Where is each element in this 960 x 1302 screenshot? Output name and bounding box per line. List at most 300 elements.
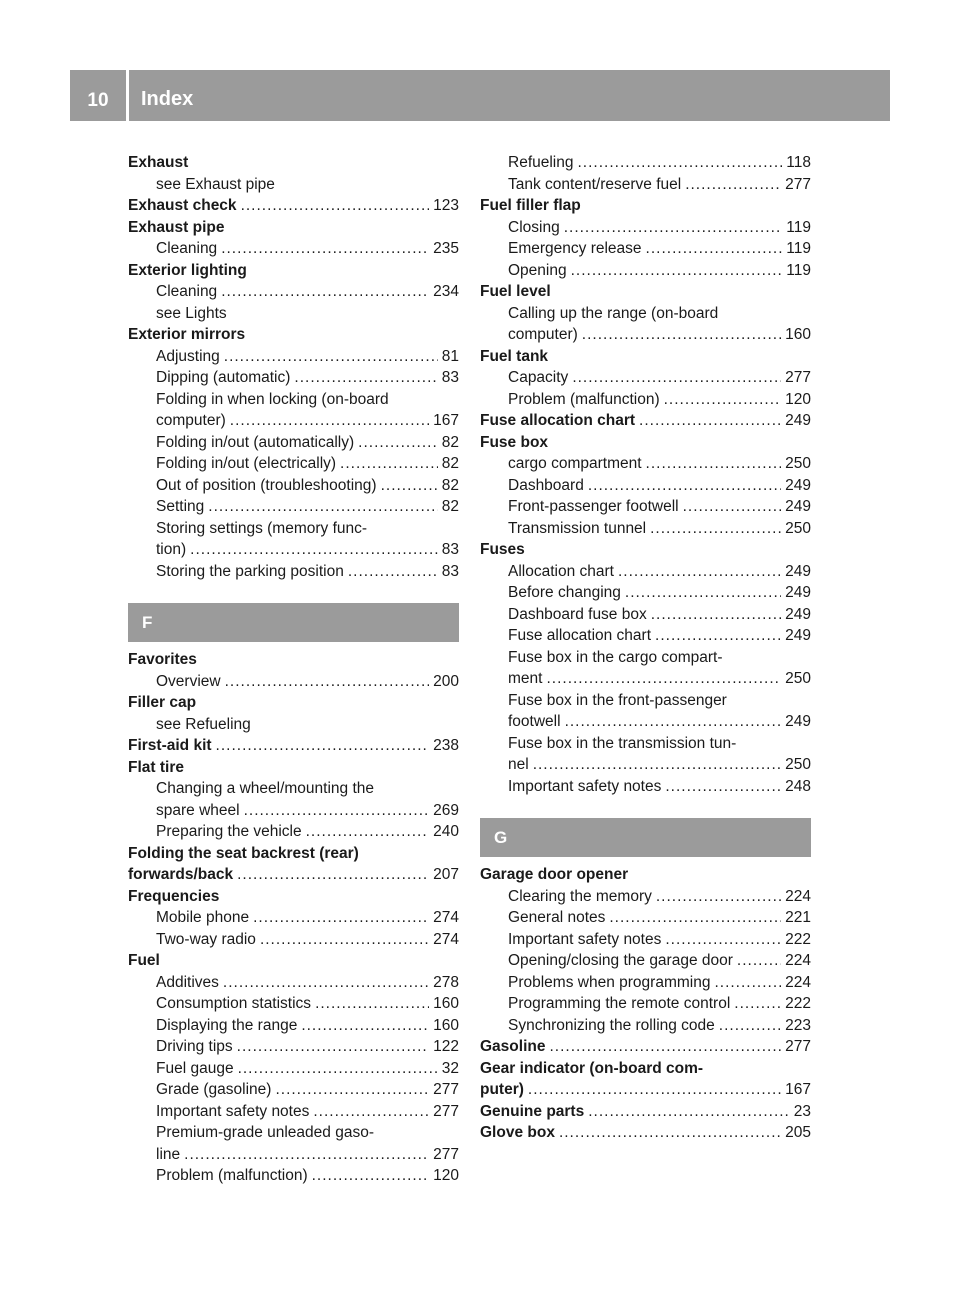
page-reference[interactable]: 277	[433, 1102, 459, 1120]
index-subentry[interactable]	[128, 1144, 459, 1166]
page-reference[interactable]: 223	[785, 1016, 811, 1034]
dot-leader	[714, 972, 781, 994]
entry-text: Opening	[508, 261, 567, 279]
entry-text: Exterior lighting	[128, 261, 247, 279]
page-reference[interactable]: 250	[785, 455, 811, 472]
page-reference[interactable]: 274	[433, 909, 459, 926]
page-reference[interactable]: 277	[785, 175, 811, 193]
entry-text: Fuse box in the cargo compart-	[508, 648, 723, 666]
page-reference[interactable]: 269	[433, 801, 459, 819]
index-subentry[interactable]	[128, 1036, 459, 1058]
index-entry	[480, 281, 811, 303]
entry-text: Cleaning	[156, 240, 218, 257]
entry-text: Changing a wheel/mounting the	[156, 780, 375, 797]
dot-leader	[294, 367, 437, 389]
entry-text: Dipping (automatic)	[156, 369, 291, 386]
dot-leader	[625, 582, 781, 604]
dot-leader	[719, 1015, 781, 1037]
index-subentry[interactable]	[480, 174, 811, 196]
entry-text: Flat tire	[128, 758, 184, 776]
index-entry[interactable]	[480, 1079, 811, 1101]
page-reference[interactable]: 277	[433, 1081, 459, 1098]
dot-leader	[665, 776, 781, 798]
entry-text: Problem (malfunction)	[508, 390, 660, 408]
page-reference[interactable]: 82	[441, 455, 459, 472]
dot-leader	[315, 993, 429, 1015]
index-subentry[interactable]	[128, 800, 459, 822]
index-subentry[interactable]	[128, 671, 459, 693]
section-title: Index	[141, 88, 194, 110]
dot-leader	[618, 561, 781, 583]
entry-text: Fuse box in the front-passenger	[508, 691, 727, 709]
index-entry[interactable]	[128, 735, 459, 757]
dot-leader	[571, 260, 783, 282]
dot-leader	[358, 432, 438, 454]
index-subentry	[128, 389, 459, 411]
dot-leader	[221, 281, 429, 303]
entry-text: Fuel gauge	[156, 1059, 234, 1077]
index-subentry[interactable]	[128, 561, 459, 583]
entry-text: Exterior mirrors	[128, 326, 246, 343]
letter-section-header: G	[480, 818, 811, 857]
index-entry	[128, 692, 459, 714]
page-number: 10	[87, 90, 109, 111]
page-reference[interactable]: 123	[433, 197, 459, 214]
page-reference[interactable]: 277	[433, 1145, 459, 1163]
index-subentry[interactable]	[128, 1015, 459, 1037]
dot-leader	[223, 972, 429, 994]
index-subentry[interactable]	[480, 582, 811, 604]
index-subentry[interactable]	[480, 475, 811, 497]
index-entry[interactable]	[480, 1101, 811, 1123]
page-reference[interactable]: 222	[785, 930, 811, 948]
index-subentry[interactable]	[128, 1058, 459, 1080]
index-subentry[interactable]	[480, 260, 811, 282]
letter-section-header: F	[128, 603, 459, 642]
entry-text: line	[156, 1145, 181, 1163]
dot-leader	[655, 625, 781, 647]
page-reference[interactable]: 119	[786, 261, 811, 279]
index-entry	[128, 649, 459, 671]
dot-leader	[646, 453, 782, 475]
entry-text: Fuse box	[480, 433, 549, 451]
page-reference[interactable]: 83	[441, 562, 459, 580]
entry-text: Before changing	[508, 584, 621, 601]
index-entry[interactable]	[480, 1036, 811, 1058]
entry-text: Preparing the vehicle	[156, 823, 302, 840]
index-subentry[interactable]	[480, 152, 811, 174]
page-reference[interactable]: 250	[785, 519, 811, 537]
entry-text: Exhaust check	[128, 197, 237, 214]
dot-leader	[564, 217, 783, 239]
page-reference[interactable]: 249	[785, 584, 811, 601]
entry-text: Fuse box in the transmission tun-	[508, 734, 737, 752]
entry-text: Favorites	[128, 651, 197, 668]
page-reference[interactable]: 167	[433, 412, 459, 429]
dot-leader	[225, 671, 430, 693]
entry-text: Refueling	[508, 154, 574, 171]
index-subentry	[128, 1122, 459, 1144]
entry-text: Clearing the memory	[508, 887, 652, 905]
dot-leader	[533, 754, 781, 776]
page-reference[interactable]: 122	[433, 1038, 459, 1055]
page-reference[interactable]: 81	[441, 347, 459, 365]
entry-text: Glove box	[480, 1124, 555, 1141]
page-header	[70, 70, 890, 121]
page-reference[interactable]: 207	[433, 866, 459, 883]
index-subentry[interactable]	[128, 453, 459, 475]
dot-leader	[582, 324, 781, 346]
index-subentry[interactable]	[128, 993, 459, 1015]
index-subentry[interactable]	[480, 453, 811, 475]
index-entry[interactable]	[480, 1122, 811, 1144]
index-subentry[interactable]	[480, 929, 811, 951]
dot-leader	[221, 238, 429, 260]
dot-leader	[306, 821, 430, 843]
page-reference[interactable]: 238	[433, 737, 459, 754]
index-subentry	[128, 518, 459, 540]
entry-text: Frequencies	[128, 887, 220, 905]
page-reference[interactable]: 119	[786, 218, 811, 236]
dot-leader	[549, 1036, 781, 1058]
page-reference[interactable]: 250	[785, 670, 811, 687]
index-entry	[480, 1058, 811, 1080]
entry-text: Closing	[508, 218, 560, 236]
index-subentry[interactable]	[480, 1015, 811, 1037]
entry-text: Additives	[156, 973, 219, 991]
entry-text: spare wheel	[156, 801, 240, 819]
dot-leader	[665, 929, 781, 951]
index-subentry[interactable]	[480, 972, 811, 994]
page-reference[interactable]: 118	[786, 154, 811, 171]
index-subentry[interactable]	[480, 993, 811, 1015]
index-subentry[interactable]	[480, 324, 811, 346]
index-subentry[interactable]	[128, 929, 459, 951]
index-entry	[128, 843, 459, 865]
index-subentry	[128, 714, 459, 736]
index-subentry[interactable]	[480, 668, 811, 690]
entry-text: Dashboard fuse box	[508, 605, 647, 623]
entry-text: Fuel filler flap	[480, 197, 581, 214]
index-subentry[interactable]	[128, 496, 459, 518]
dot-leader	[224, 346, 438, 368]
entry-text: forwards/back	[128, 866, 234, 883]
index-entry[interactable]	[128, 195, 459, 217]
index-entry	[480, 864, 811, 886]
entry-text: Programming the remote control	[508, 995, 731, 1012]
index-entry	[128, 260, 459, 282]
entry-text: Driving tips	[156, 1038, 233, 1055]
index-entry[interactable]	[128, 864, 459, 886]
page-reference[interactable]: 221	[785, 909, 811, 926]
page-reference[interactable]: 278	[433, 973, 459, 991]
index-entry	[128, 152, 459, 174]
entry-text: General notes	[508, 909, 606, 926]
index-subentry[interactable]	[128, 972, 459, 994]
page-reference[interactable]: 82	[441, 433, 459, 451]
dot-leader	[301, 1015, 429, 1037]
page-reference[interactable]: 249	[785, 605, 811, 623]
dot-leader	[208, 496, 437, 518]
dot-leader	[237, 864, 429, 886]
dot-leader	[651, 604, 781, 626]
entry-text: First-aid kit	[128, 737, 212, 754]
entry-text: Problem (malfunction)	[156, 1167, 308, 1184]
entry-text: Opening/closing the garage door	[508, 952, 733, 969]
entry-text: footwell	[508, 713, 561, 730]
entry-text: Fuse allocation chart	[480, 412, 636, 429]
dot-leader	[578, 152, 783, 174]
entry-text: Emergency release	[508, 240, 642, 257]
page-reference[interactable]: 205	[785, 1124, 811, 1141]
index-subentry[interactable]	[480, 389, 811, 411]
entry-text: Overview	[156, 672, 221, 690]
page-reference[interactable]: 32	[441, 1059, 459, 1077]
entry-text: Allocation chart	[508, 562, 614, 580]
dot-leader	[565, 711, 782, 733]
dot-leader	[588, 1101, 790, 1123]
entry-text: Calling up the range (on-board	[508, 304, 719, 322]
page-reference[interactable]: 249	[785, 498, 811, 515]
entry-text: Problems when programming	[508, 973, 711, 991]
index-subentry[interactable]	[128, 1079, 459, 1101]
page-reference[interactable]: 234	[433, 283, 459, 300]
index-subentry	[128, 174, 459, 196]
entry-text: Setting	[156, 498, 205, 515]
dot-leader	[348, 561, 438, 583]
index-subentry[interactable]	[128, 475, 459, 497]
index-subentry[interactable]	[480, 711, 811, 733]
index-subentry[interactable]	[128, 1165, 459, 1187]
dot-leader	[313, 1101, 429, 1123]
index-subentry[interactable]	[480, 367, 811, 389]
dot-leader	[184, 1144, 429, 1166]
entry-text: Capacity	[508, 369, 569, 386]
entry-text: Fuel tank	[480, 347, 549, 365]
index-subentry[interactable]	[480, 776, 811, 798]
page-reference[interactable]: 160	[785, 326, 811, 343]
index-entry	[128, 324, 459, 346]
header-divider	[126, 70, 129, 121]
index-subentry[interactable]	[480, 907, 811, 929]
index-subentry	[128, 303, 459, 325]
dot-leader	[312, 1165, 430, 1187]
dot-leader	[650, 518, 781, 540]
index-subentry[interactable]	[128, 238, 459, 260]
index-subentry[interactable]	[128, 539, 459, 561]
dot-leader	[546, 668, 781, 690]
entry-text: Important safety notes	[508, 777, 662, 795]
page-reference[interactable]: 222	[785, 995, 811, 1012]
dot-leader	[244, 800, 430, 822]
index-subentry[interactable]	[480, 518, 811, 540]
entry-text: Tank content/reserve fuel	[508, 175, 682, 193]
entry-text: Genuine parts	[480, 1102, 585, 1120]
entry-text: Grade (gasoline)	[156, 1081, 272, 1098]
dot-leader	[685, 174, 781, 196]
entry-text: Filler cap	[128, 694, 197, 711]
entry-text: Displaying the range	[156, 1016, 298, 1034]
index-subentry[interactable]	[128, 281, 459, 303]
dot-leader	[528, 1079, 781, 1101]
index-subentry	[480, 303, 811, 325]
entry-text: Exhaust	[128, 154, 189, 171]
page-reference[interactable]: 248	[785, 777, 811, 795]
page-reference[interactable]: 23	[793, 1102, 811, 1120]
dot-leader	[381, 475, 438, 497]
index-subentry	[480, 733, 811, 755]
dot-leader	[737, 950, 781, 972]
entry-text: Dashboard	[508, 476, 584, 494]
dot-leader	[190, 539, 438, 561]
index-entry	[128, 217, 459, 239]
entry-text: Transmission tunnel	[508, 519, 647, 537]
dot-leader	[238, 1058, 438, 1080]
entry-text: nel	[508, 756, 529, 773]
entry-text: Folding in when locking (on-board	[156, 390, 389, 408]
entry-text: Fuel	[128, 952, 160, 969]
index-entry	[128, 757, 459, 779]
index-subentry	[480, 647, 811, 669]
index-entry	[480, 195, 811, 217]
index-subentry	[128, 778, 459, 800]
page-reference[interactable]: 120	[433, 1167, 459, 1184]
entry-text: Consumption statistics	[156, 995, 312, 1012]
dot-leader	[588, 475, 781, 497]
index-column-left	[128, 152, 459, 1187]
dot-leader	[683, 496, 782, 518]
entry-text: see Exhaust pipe	[156, 175, 275, 193]
entry-text: computer)	[156, 412, 226, 429]
index-subentry[interactable]	[480, 561, 811, 583]
index-subentry[interactable]	[480, 496, 811, 518]
page-reference[interactable]: 160	[433, 1016, 459, 1034]
page-reference[interactable]: 200	[433, 672, 459, 690]
page-reference[interactable]: 277	[785, 1038, 811, 1055]
dot-leader	[639, 410, 781, 432]
page-reference[interactable]: 250	[785, 756, 811, 773]
index-entry	[128, 886, 459, 908]
entry-text: Premium-grade unleaded gaso-	[156, 1124, 374, 1141]
page-reference[interactable]: 82	[441, 498, 459, 515]
entry-text: Folding in/out (automatically)	[156, 433, 355, 451]
entry-text: Fuel level	[480, 283, 551, 300]
page-reference[interactable]: 249	[785, 627, 811, 644]
dot-leader	[275, 1079, 429, 1101]
page-reference[interactable]: 160	[433, 995, 459, 1012]
page-reference[interactable]: 277	[785, 369, 811, 386]
dot-leader	[260, 929, 429, 951]
entry-text: Folding in/out (electrically)	[156, 455, 337, 472]
page-reference[interactable]: 249	[785, 713, 811, 730]
entry-text: Fuses	[480, 541, 525, 558]
entry-text: Garage door opener	[480, 866, 629, 883]
index-subentry[interactable]	[128, 1101, 459, 1123]
entry-text: Important safety notes	[508, 930, 662, 948]
index-subentry[interactable]	[480, 625, 811, 647]
dot-leader	[230, 410, 429, 432]
page-reference[interactable]: 249	[785, 412, 811, 429]
dot-leader	[734, 993, 781, 1015]
entry-text: Two-way radio	[156, 930, 256, 948]
index-subentry	[480, 690, 811, 712]
page-reference[interactable]: 224	[785, 952, 811, 969]
dot-leader	[559, 1122, 781, 1144]
index-subentry[interactable]	[128, 432, 459, 454]
dot-leader	[340, 453, 438, 475]
entry-text: see Lights	[156, 304, 227, 322]
dot-leader	[664, 389, 782, 411]
page-reference[interactable]: 249	[785, 562, 811, 580]
page-reference[interactable]: 274	[433, 930, 459, 948]
entry-text: Gasoline	[480, 1038, 546, 1055]
dot-leader	[237, 1036, 429, 1058]
index-subentry[interactable]	[128, 410, 459, 432]
page-reference[interactable]: 120	[785, 390, 811, 408]
entry-text: Synchronizing the rolling code	[508, 1016, 715, 1034]
entry-text: Fuse allocation chart	[508, 627, 652, 644]
index-entry[interactable]	[480, 410, 811, 432]
index-subentry[interactable]	[480, 754, 811, 776]
index-entry	[480, 539, 811, 561]
dot-leader	[253, 907, 429, 929]
index-column-right	[480, 152, 811, 1144]
index-subentry[interactable]	[128, 907, 459, 929]
dot-leader	[646, 238, 783, 260]
entry-text: Adjusting	[156, 347, 220, 365]
entry-text: puter)	[480, 1081, 524, 1098]
page-reference[interactable]: 235	[433, 240, 459, 257]
page-reference[interactable]: 240	[433, 823, 459, 840]
dot-leader	[656, 886, 781, 908]
entry-text: tion)	[156, 541, 187, 558]
index-subentry[interactable]	[128, 821, 459, 843]
index-subentry[interactable]	[128, 367, 459, 389]
page-reference[interactable]: 249	[785, 476, 811, 494]
page-reference[interactable]: 83	[441, 541, 459, 558]
entry-text: ment	[508, 670, 543, 687]
index-subentry[interactable]	[480, 604, 811, 626]
index-subentry[interactable]	[480, 950, 811, 972]
index-subentry[interactable]	[480, 238, 811, 260]
dot-leader	[572, 367, 781, 389]
entry-text: cargo compartment	[508, 455, 642, 472]
page-reference[interactable]: 224	[785, 973, 811, 991]
entry-text: Mobile phone	[156, 909, 250, 926]
page-reference[interactable]: 224	[785, 887, 811, 905]
index-entry	[480, 432, 811, 454]
index-subentry[interactable]	[128, 346, 459, 368]
dot-leader	[609, 907, 781, 929]
page-reference[interactable]: 82	[441, 476, 459, 494]
entry-text: Important safety notes	[156, 1102, 310, 1120]
page-reference[interactable]: 167	[785, 1081, 811, 1098]
entry-text: Exhaust pipe	[128, 218, 225, 236]
entry-text: Gear indicator (on-board com-	[480, 1059, 704, 1077]
entry-text: Storing the parking position	[156, 562, 344, 580]
dot-leader	[216, 735, 430, 757]
index-subentry[interactable]	[480, 886, 811, 908]
dot-leader	[241, 195, 430, 217]
entry-text: Out of position (troubleshooting)	[156, 476, 377, 494]
page-reference[interactable]: 119	[786, 240, 811, 257]
index-entry	[128, 950, 459, 972]
page-reference[interactable]: 83	[441, 369, 459, 386]
index-subentry[interactable]	[480, 217, 811, 239]
entry-text: see Refueling	[156, 715, 251, 733]
entry-text: computer)	[508, 326, 578, 343]
entry-text: Storing settings (memory func-	[156, 519, 368, 537]
